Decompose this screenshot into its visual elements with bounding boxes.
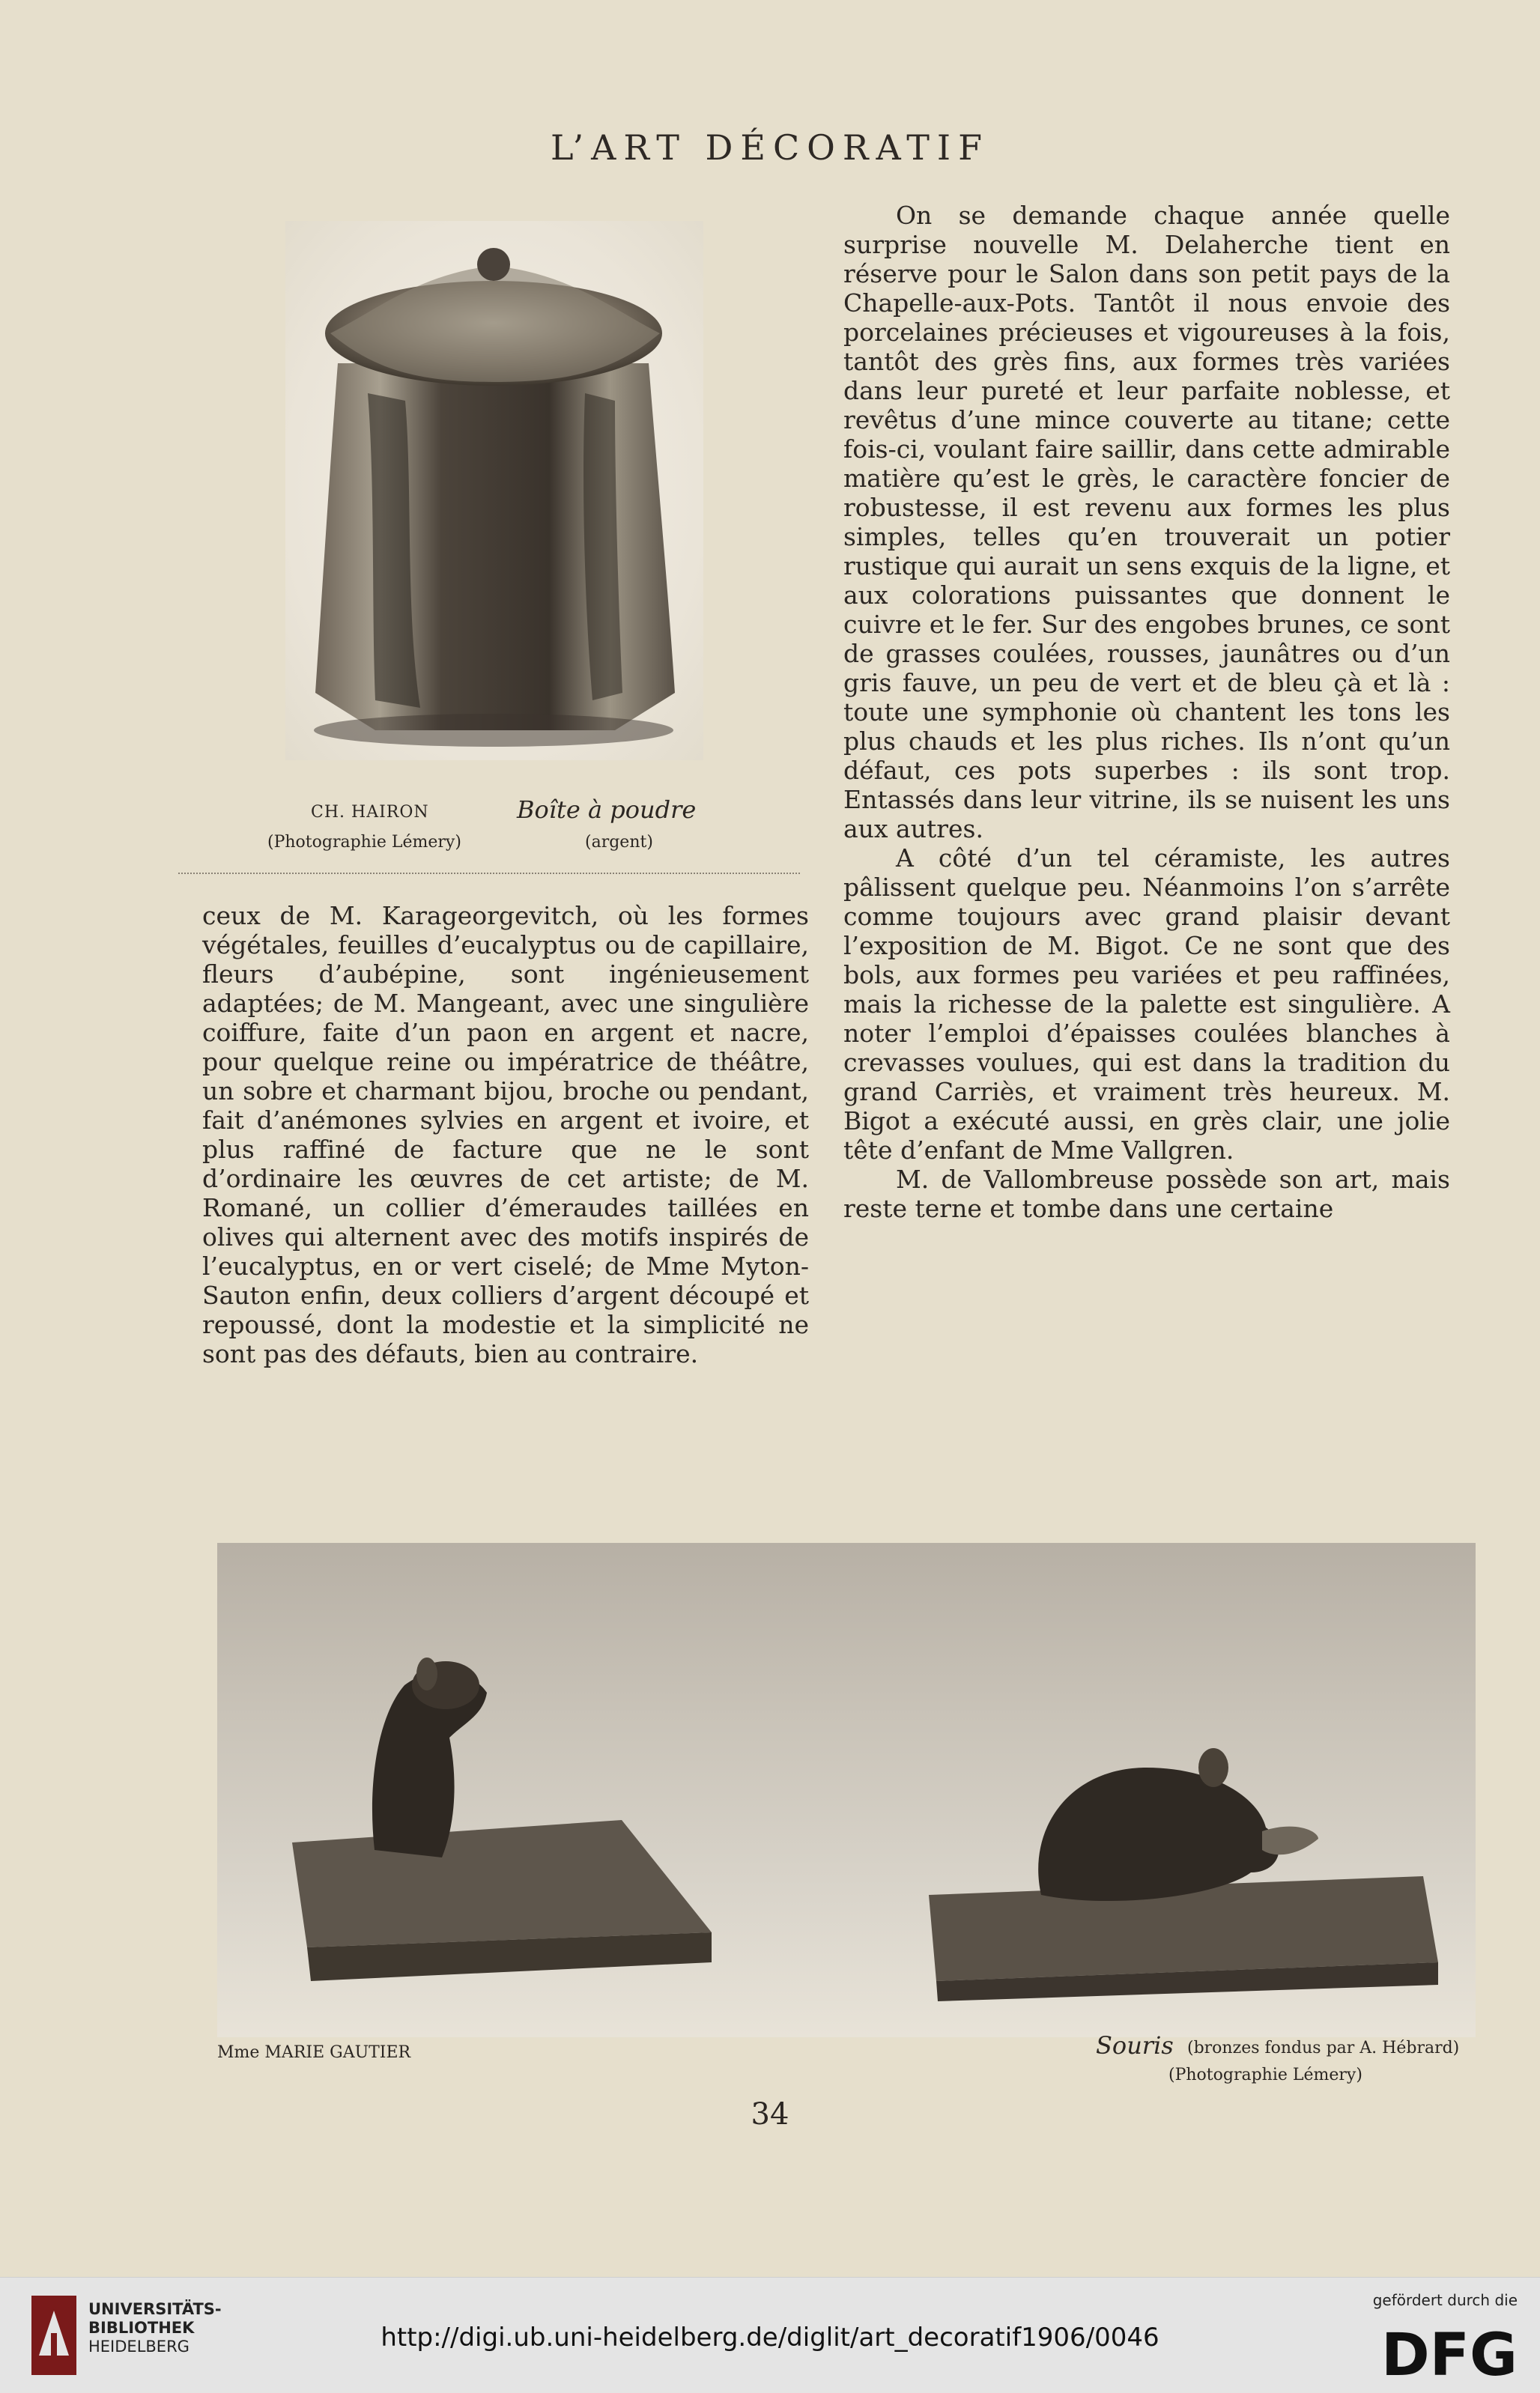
source-url-link[interactable]: http://digi.ub.uni-heidelberg.de/diglit/art_decoratif1906/0046: [381, 2323, 1159, 2353]
caption-bottom-credit: (Photographie Lémery): [1168, 2066, 1362, 2084]
svg-text:DFG: DFG: [1380, 2322, 1518, 2383]
caption-bottom-title: Souris: [1096, 2031, 1174, 2060]
mice-bronzes-photo: [217, 1543, 1476, 2037]
text-column-right: [843, 201, 1450, 1223]
powder-box-illustration: [285, 221, 703, 760]
paragraph: ceux de M. Karageorgevitch, où les formes végétales, feuilles d’eucalyptus ou de capillaire, fleurs d’aubépine, sont ingénieusement adaptées; de M. Mangeant, avec une singulière coiffure, faite d’un paon en argent et nacre, pour quelque reine ou impératrice de théâtre, un sobre et charmant bijou, broche ou pendant, fait d’anémones sylvies en argent et ivoire, et plus raffiné de facture que ne le sont d’ordinaire les œuvres de cet artiste; de M. Romané, un collier d’émeraudes taillées en olives qui alternent avec des motifs inspirés de l’eucalyptus, en or vert ciselé; de Mme Myton-Sauton enfin, deux colliers d’argent découpé et repoussé, dont la modestie et la simplicité ne sont pas des défauts, bien au contraire.: [202, 901, 809, 1368]
page-number: 34: [751, 2097, 789, 2132]
text-column-left: [202, 901, 809, 1368]
paragraph: A côté d’un tel céramiste, les autres pâlissent quelque peu. Néanmoins l’on s’arrête comme toujours avec grand plaisir devant l’exposition de M. Bigot. Ce ne sont que des bols, aux formes peu variées et peu raffinées, mais la richesse de la palette est singulière. A noter l’emploi d’épaisses coulées blanches à crevasses voulues, qui est dans la tradition du grand Carriès, et vraiment très heureux. M. Bigot a exécuté aussi, en grès clair, une jolie tête d’enfant de Mme Vallgren.: [843, 843, 1450, 1165]
caption-photo-credit: (Photographie Lémery): [267, 833, 461, 852]
footer-bar: [0, 2277, 1540, 2393]
powder-box-photo: [285, 221, 703, 760]
dotted-rule: [178, 873, 800, 874]
paragraph: On se demande chaque année quelle surprise nouvelle M. Delaherche tient en réserve pour le Salon dans son petit pays de la Chapelle-aux-Pots. Tantôt il nous envoie des porcelaines précieuses et vigoureuses à la fois, tantôt des grès fins, aux formes très variées dans leur pureté et leur parfaite noblesse, et revêtus d’une mince couverte au titane; cette fois-ci, voulant faire saillir, dans cette admirable matière qu’est le grès, le caractère foncier de robustesse, il est revenu aux formes les plus simples, telles qu’en trouverait un potier rustique qui aurait un sens exquis de la ligne, et aux colorations puissantes que donnent le cuivre et le fer. Sur des engobes brunes, ce sont de grasses coulées, rousses, jaunâtres ou d’un gris fauve, un peu de vert et de bleu çà et là : toute une symphonie où chantent les tons les plus chauds et les plus riches. Ils n’ont qu’un défaut, ces pots superbes : ils sont trop. Entassés dans leur vitrine, ils se nuisent les uns aux autres.: [843, 201, 1450, 843]
funded-by-label: gefördert durch die: [1372, 2291, 1518, 2309]
dfg-logo-icon: [1368, 2321, 1518, 2383]
library-name: UNIVERSITÄTS- BIBLIOTHEK HEIDELBERG: [88, 2300, 222, 2356]
paragraph: M. de Vallombreuse possède son art, mais reste terne et tombe dans une certaine: [843, 1165, 1450, 1223]
mice-illustration: [217, 1543, 1476, 2037]
caption-bottom-artist: Mme MARIE GAUTIER: [217, 2043, 411, 2062]
caption-title: Boîte à poudre: [517, 795, 697, 824]
caption-material: (argent): [585, 833, 653, 852]
page-header-title: L’ART DÉCORATIF: [551, 127, 989, 168]
caption-bottom-note: (bronzes fondus par A. Hébrard): [1187, 2039, 1460, 2057]
caption-artist: CH. HAIRON: [311, 803, 429, 822]
